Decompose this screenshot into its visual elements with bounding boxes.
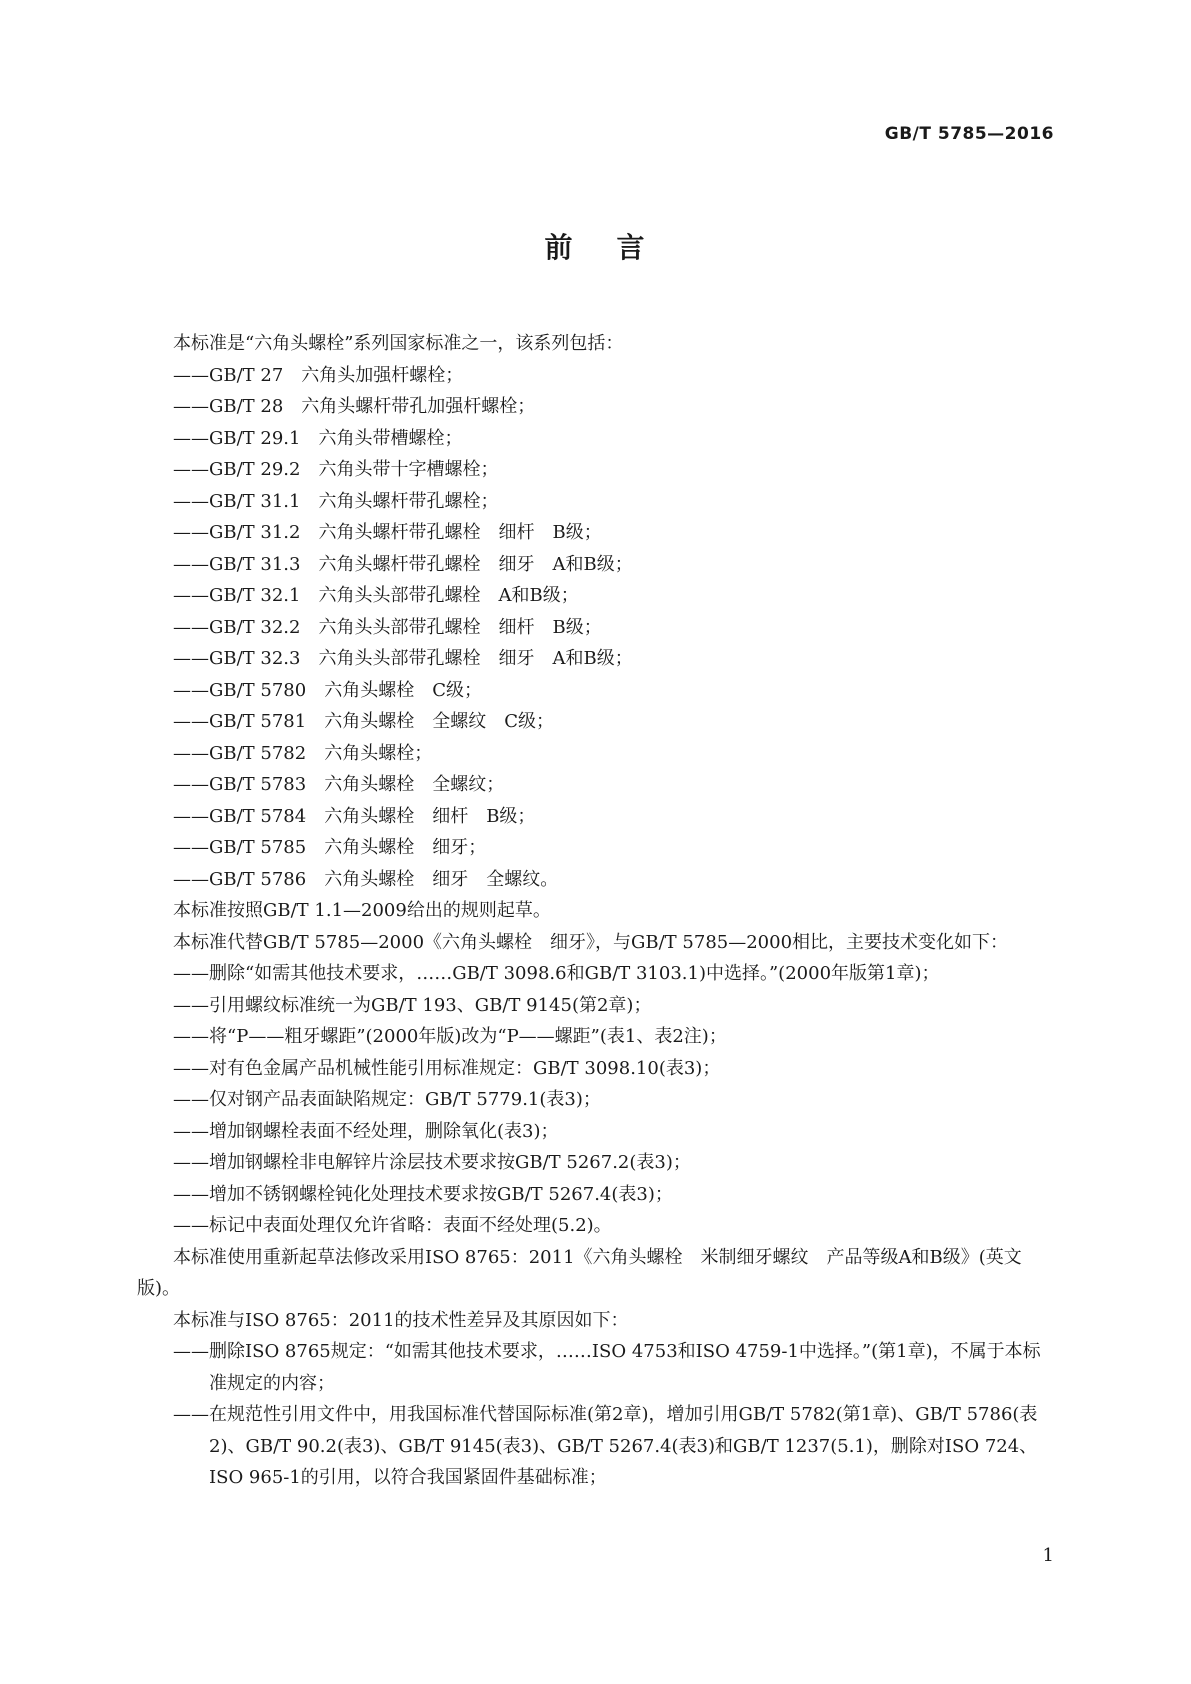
list-item: ——标记中表面处理仅允许省略：表面不经处理(5.2)。 [173, 1215, 612, 1236]
list-item: ——GB/T 5785 六角头螺栓 细牙； [173, 837, 487, 858]
paragraph: 本标准代替GB/T 5785—2000《六角头螺栓 细牙》，与GB/T 5785—2000相比，主要技术变化如下： [173, 931, 1009, 953]
page-number: 1 [1042, 1545, 1054, 1566]
list-item: ——GB/T 27 六角头加强杆螺栓； [173, 364, 464, 386]
list-item: ——GB/T 31.2 六角头螺杆带孔螺栓 细杆 B级； [173, 522, 602, 543]
list-item: ——GB/T 32.2 六角头头部带孔螺栓 细杆 B级； [173, 616, 602, 638]
list-item: ——GB/T 5783 六角头螺栓 全螺纹； [173, 774, 505, 795]
list-item: ——在规范性引用文件中，用我国标准代替国际标准(第2章)，增加引用GB/T 5782(第1章)、GB/T 5786(表2)、GB/T 90.2(表3)、GB/T 9145(表3)、GB/T 5267.4(表3)和GB/T 1237(5.1)，删除对ISO 724、ISO 965-1的引用，以符合我国紧固件基础标准； [173, 1404, 1038, 1488]
list-item: ——GB/T 5784 六角头螺栓 细杆 B级； [173, 805, 536, 827]
foreword-body [137, 328, 1057, 1494]
list-item: ——删除ISO 8765规定：“如需其他技术要求，……ISO 4753和ISO 4759-1中选择。”(第1章)，不属于本标准规定的内容； [173, 1341, 1041, 1394]
list-item: ——增加钢螺栓非电解锌片涂层技术要求按GB/T 5267.2(表3)； [173, 1152, 691, 1173]
list-item: ——将“P——粗牙螺距”(2000年版)改为“P——螺距”(表1、表2注)； [173, 1026, 727, 1047]
list-item: ——引用螺纹标准统一为GB/T 193、GB/T 9145(第2章)； [173, 994, 652, 1016]
list-item: ——GB/T 31.1 六角头螺杆带孔螺栓； [173, 490, 499, 512]
paragraph: 本标准使用重新起草法修改采用ISO 8765：2011《六角头螺栓 米制细牙螺纹 产品等级A和B级》(英文版)。 [137, 1246, 1022, 1299]
page-title-part1: 前 [544, 231, 575, 264]
list-item: ——仅对钢产品表面缺陷规定：GB/T 5779.1(表3)； [173, 1089, 601, 1110]
list-item: ——删除“如需其他技术要求，……GB/T 3098.6和GB/T 3103.1)中选择。”(2000年版第1章)； [173, 963, 940, 984]
list-item: ——GB/T 31.3 六角头螺杆带孔螺栓 细牙 A和B级； [173, 553, 633, 575]
paragraph: 本标准是“六角头螺栓”系列国家标准之一，该系列包括： [173, 333, 624, 354]
list-item: ——增加不锈钢螺栓钝化处理技术要求按GB/T 5267.4(表3)； [173, 1183, 673, 1205]
list-item: ——GB/T 32.3 六角头头部带孔螺栓 细牙 A和B级； [173, 648, 633, 669]
list-item: ——GB/T 28 六角头螺杆带孔加强杆螺栓； [173, 396, 536, 417]
page-title [0, 226, 1191, 266]
list-item: ——对有色金属产品机械性能引用标准规定：GB/T 3098.10(表3)； [173, 1057, 721, 1079]
list-item: ——GB/T 5786 六角头螺栓 细牙 全螺纹。 [173, 868, 559, 890]
list-item: ——GB/T 5780 六角头螺栓 C级； [173, 679, 482, 701]
list-item: ——GB/T 29.2 六角头带十字槽螺栓； [173, 459, 499, 480]
list-item: ——GB/T 32.1 六角头头部带孔螺栓 A和B级； [173, 585, 579, 606]
list-item: ——增加钢螺栓表面不经处理，删除氧化(表3)； [173, 1120, 559, 1142]
paragraph: 本标准与ISO 8765：2011的技术性差异及其原因如下： [173, 1309, 629, 1331]
list-item: ——GB/T 5782 六角头螺栓； [173, 742, 433, 764]
list-item: ——GB/T 5781 六角头螺栓 全螺纹 C级； [173, 711, 554, 732]
list-item: ——GB/T 29.1 六角头带槽螺栓； [173, 427, 463, 449]
document-code: GB/T 5785—2016 [884, 124, 1054, 144]
paragraph: 本标准按照GB/T 1.1—2009给出的规则起草。 [173, 900, 551, 921]
page-title-part2: 言 [616, 231, 647, 264]
